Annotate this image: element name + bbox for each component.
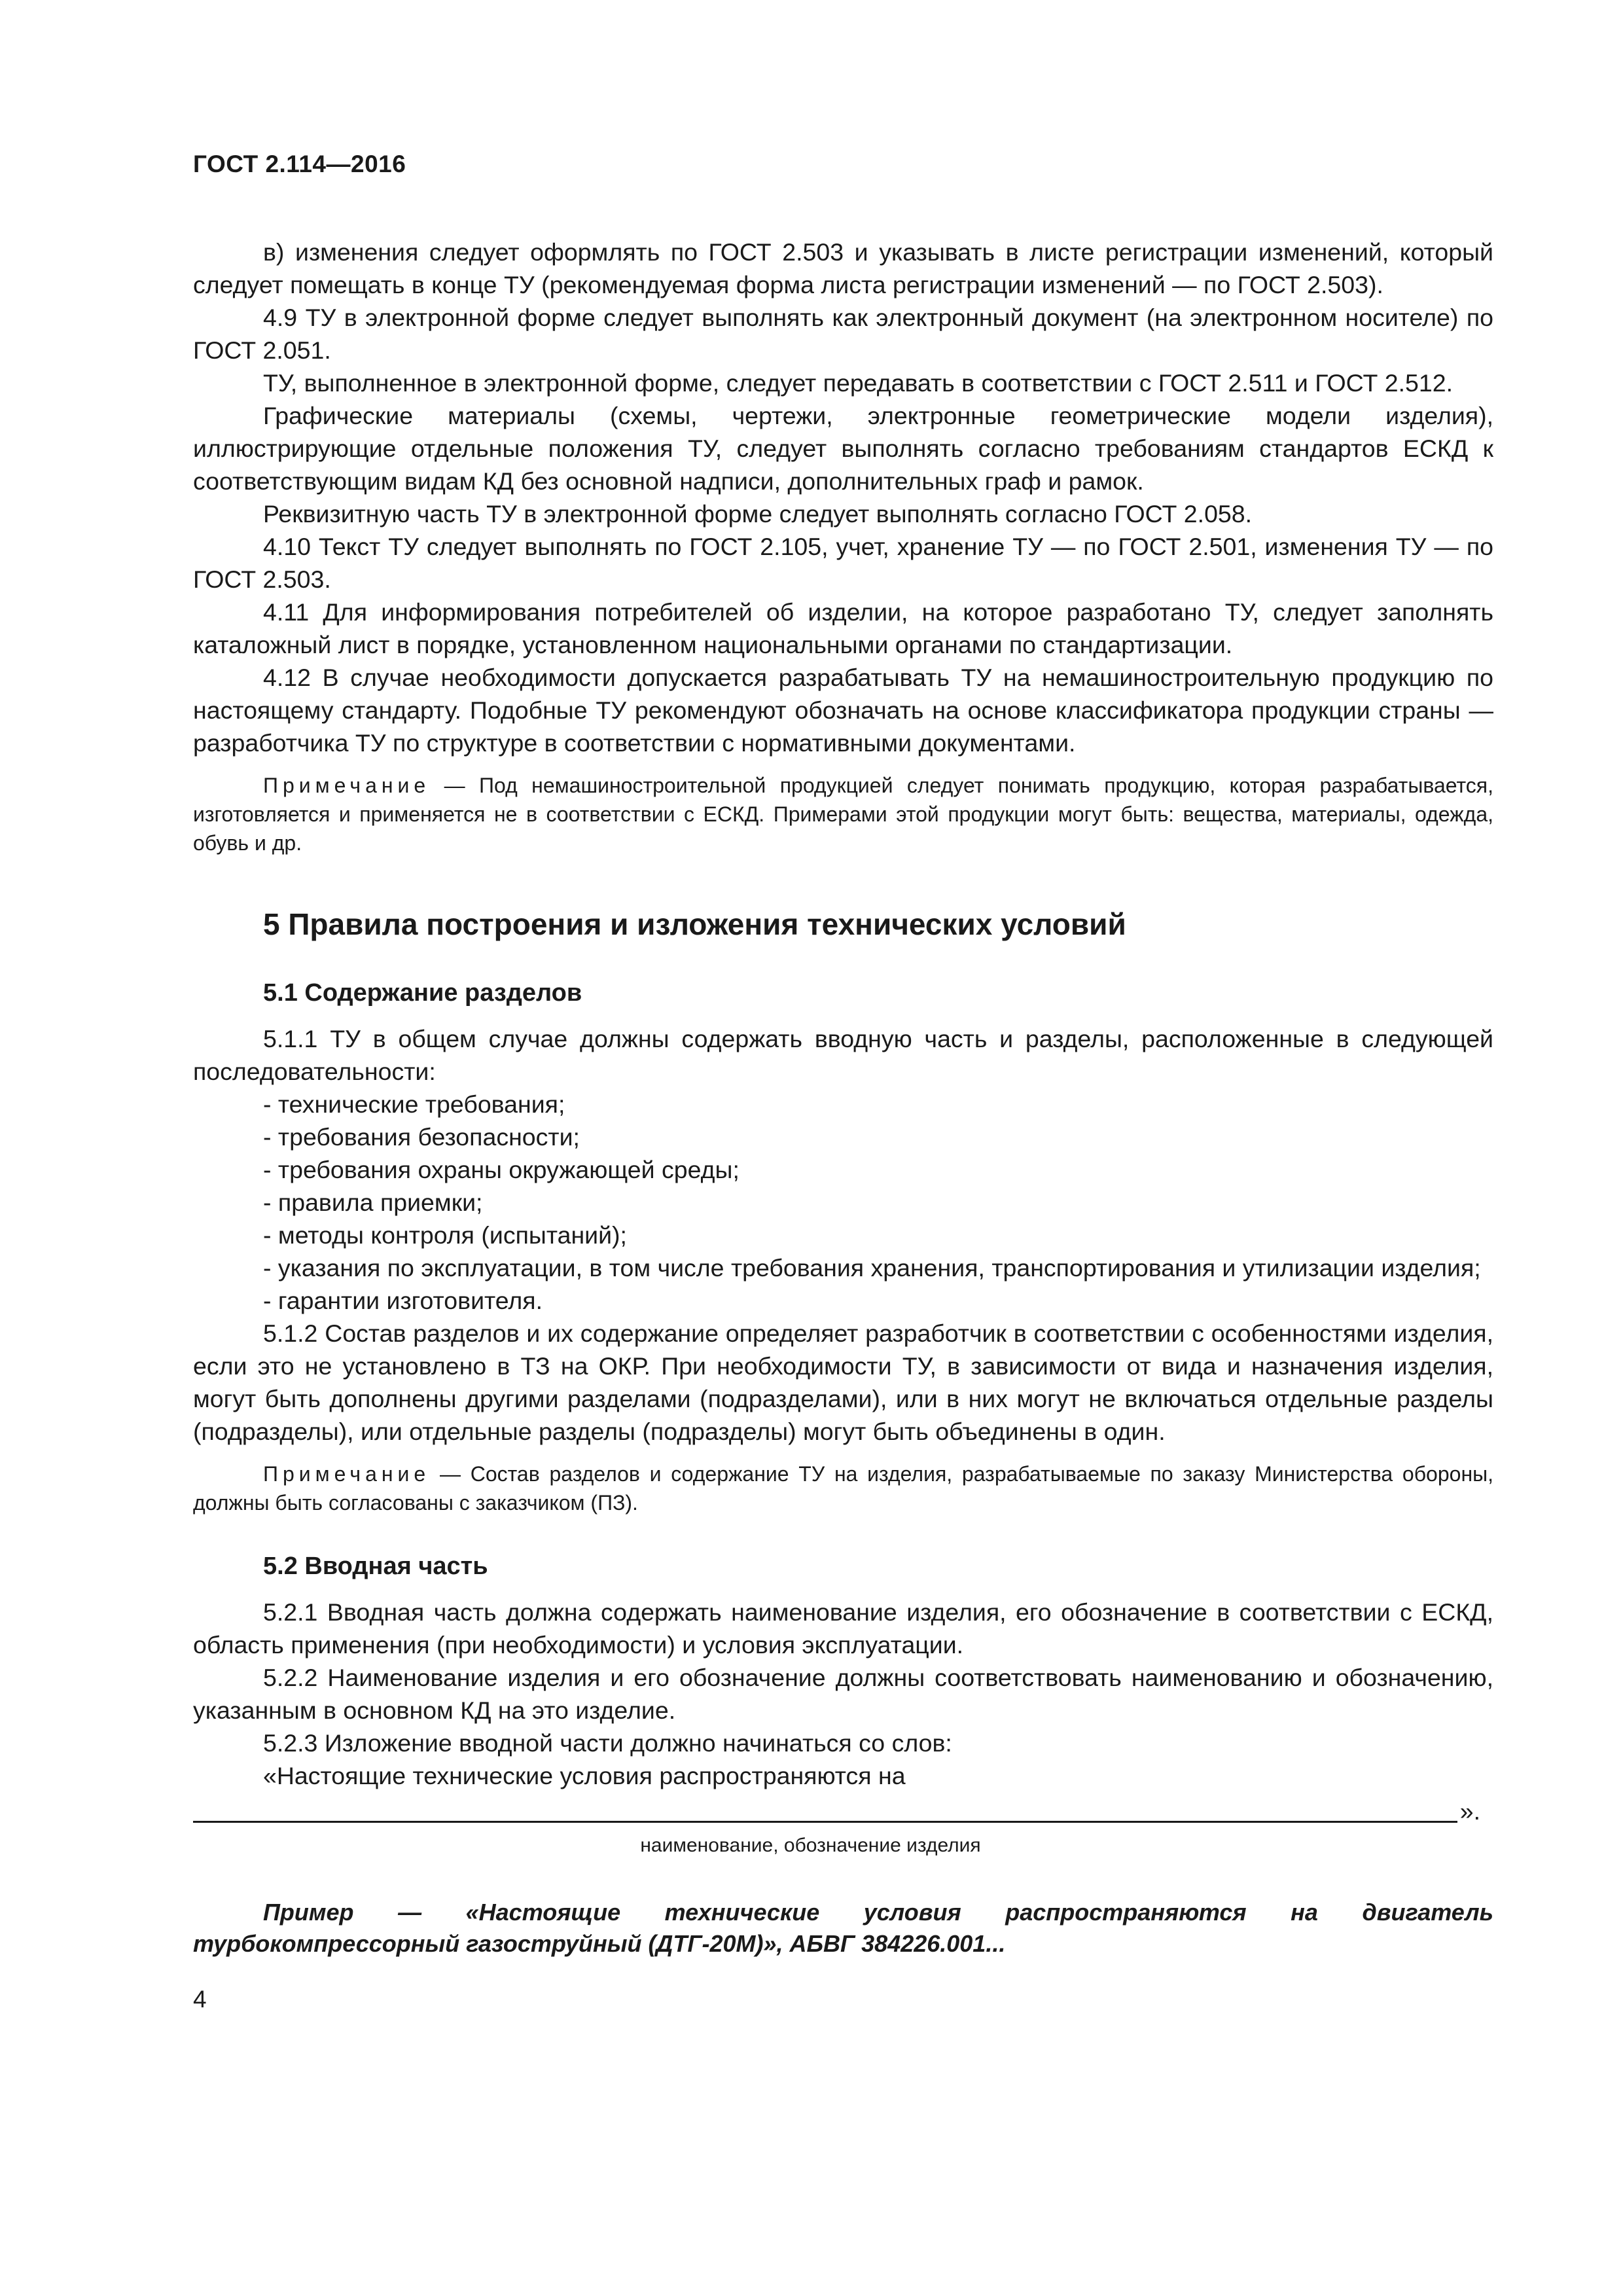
paragraph: 5.2.1 Вводная часть должна содержать наименование изделия, его обозначение в соответствии с ЕСКД, область применения (при необходимости) и условия эксплуатации. [193, 1598, 1493, 1659]
list-item: - методы контроля (испытаний); [263, 1221, 627, 1249]
paragraph: 4.11 Для информирования потребителей об изделии, на которое разработано ТУ, следует заполнять каталожный лист в порядке, установленном национальными органами по стандартизации. [193, 598, 1493, 658]
paragraph: Реквизитную часть ТУ в электронной форме следует выполнять согласно ГОСТ 2.058. [263, 500, 1253, 528]
paragraph: 4.10 Текст ТУ следует выполнять по ГОСТ 2.105, учет, хранение ТУ — по ГОСТ 2.501, изменения ТУ — по ГОСТ 2.503. [193, 533, 1493, 593]
list-item: - требования охраны окружающей среды; [263, 1156, 740, 1183]
quote-line: «Настоящие технические условия распространяются на [263, 1762, 906, 1789]
note-label: Примечание [263, 1462, 431, 1486]
paragraph: 4.9 ТУ в электронной форме следует выполнять как электронный документ (на электронном носителе) по ГОСТ 2.051. [193, 304, 1493, 364]
list-item: - гарантии изготовителя. [263, 1287, 543, 1314]
document-header: ГОСТ 2.114—2016 [193, 151, 406, 177]
example: Пример — «Настоящие технические условия распространяются на двигатель турбокомпрессорный газоструйный (ДТГ-20М)», АБВГ 384226.001... [193, 1899, 1493, 1957]
note [193, 771, 1493, 857]
document-page [193, 131, 1493, 2013]
subsection-title: 5.1 Содержание разделов [263, 979, 582, 1007]
paragraph: 4.12 В случае необходимости допускается разрабатывать ТУ на немашиностроительную продукцию по настоящему стандарту. Подобные ТУ рекомендуют обозначать на основе классификатора продукции страны — разработчика ТУ по структуре в соответствии с нормативными документами. [193, 664, 1493, 757]
quote-end: ». [1459, 1797, 1480, 1825]
fill-in-caption: наименование, обозначение изделия [640, 1835, 981, 1856]
paragraph: Графические материалы (схемы, чертежи, электронные геометрические модели изделия), иллюстрирующие отдельные положения ТУ, следует выполнять согласно требованиям стандартов ЕСКД к соответствующим видам КД без основной надписи, дополнительных граф и рамок. [193, 402, 1493, 495]
list-item: - правила приемки; [263, 1189, 483, 1216]
subsection-title: 5.2 Вводная часть [263, 1552, 488, 1580]
paragraph: 5.2.2 Наименование изделия и его обозначение должны соответствовать наименованию и обозначению, указанным в основном КД на это изделие. [193, 1664, 1493, 1724]
page-number: 4 [193, 1986, 207, 2013]
paragraph: 5.1.2 Состав разделов и их содержание определяет разработчик в соответствии с особенностями изделия, если это не установлено в ТЗ на ОКР. При необходимости ТУ, в зависимости от вида и назначения изделия, могут быть дополнены другими разделами (подразделами), или в них могут не включаться отдельные разделы (подразделы), или отдельные разделы (подразделы) могут быть объединены в один. [193, 1319, 1493, 1445]
fill-in-line [193, 1821, 1457, 1823]
paragraph: 5.1.1 ТУ в общем случае должны содержать вводную часть и разделы, расположенные в следующей последовательности: [193, 1025, 1493, 1085]
note-text: — Состав разделов и содержание ТУ на изделия, разрабатываемые по заказу Министерства обороны, должны быть согласованы с заказчиком (ПЗ). [193, 1462, 1493, 1515]
paragraph: в) изменения следует оформлять по ГОСТ 2.503 и указывать в листе регистрации изменений, который следует помещать в конце ТУ (рекомендуемая форма листа регистрации изменений — по ГОСТ 2.503). [193, 238, 1493, 298]
list-item: - указания по эксплуатации, в том числе требования хранения, транспортирования и утилизации изделия; [263, 1254, 1481, 1282]
list-item: - технические требования; [263, 1090, 565, 1118]
paragraph: ТУ, выполненное в электронной форме, следует передавать в соответствии с ГОСТ 2.511 и ГОСТ 2.512. [263, 369, 1454, 397]
section-title: 5 Правила построения и изложения технических условий [263, 907, 1126, 941]
fill-in-row [193, 1795, 1493, 1827]
note [193, 1460, 1493, 1517]
note-text: — Под немашиностроительной продукцией следует понимать продукцию, которая разрабатывается, изготовляется и применяется не в соответствии с ЕСКД. Примерами этой продукции могут быть: вещества, материалы, одежда, обувь и др. [193, 774, 1493, 855]
note-label: Примечание [263, 774, 431, 797]
list-item: - требования безопасности; [263, 1123, 580, 1151]
paragraph: 5.2.3 Изложение вводной части должно начинаться со слов: [263, 1729, 952, 1757]
